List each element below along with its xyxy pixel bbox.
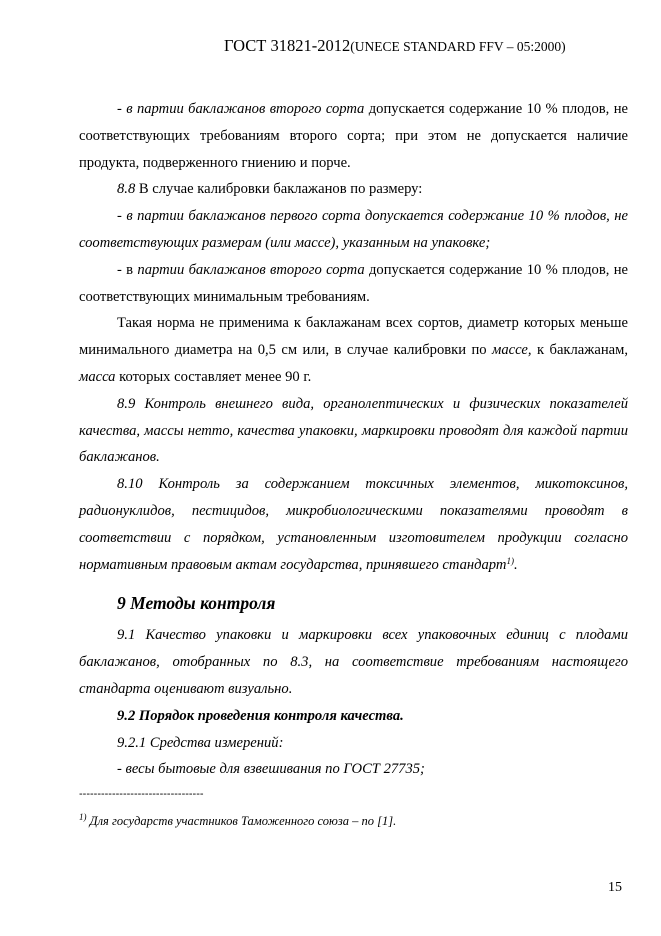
list-item: - весы бытовые для взвешивания по ГОСТ 27735; [117,761,425,778]
subsection-heading: 9.2 Порядок проведения контроля качества. [117,707,404,724]
footnote-ref: 1) [506,555,514,566]
document-body [79,96,628,783]
section-heading: 9 Методы контроля [117,593,276,614]
footnote-separator: ---------------------------------- [79,788,204,800]
paragraph: - в партии баклажанов второго сорта допускается содержание 10 % плодов, не соответствующих минимальным требованиям. [79,261,628,305]
paragraph: 8.10 Контроль за содержанием токсичных элементов, микотоксинов, радионуклидов, пестицидов, микробиологическими показателями проводят в соответствии с порядком, установленным изготовителем продукции согласно нормативным правовым актам государства, принявшего стандарт$^{1)}$. [79,476,628,573]
paragraph: Такая норма не применима к баклажанам всех сортов, диаметр которых меньше минимального диаметра на 0,5 см или, в случае калибровки по массе, к баклажанам, масса которых составляет менее 90 г. [79,315,628,385]
page-number: 15 [608,880,622,895]
paragraph: - в партии баклажанов второго сорта допускается содержание 10 % плодов, не соответствующих требованиям второго сорта; при этом не допускается наличие продукта, подверженного гниению и порче. [79,101,628,171]
paragraph: - в партии баклажанов первого сорта допускается содержание 10 % плодов, не соответствующих размерам (или массе), указанным на упаковке; [79,208,628,251]
page-header [224,36,631,56]
footnote: $^{1)}$ Для государств участников Таможенного союза – по [1]. [79,812,397,828]
paragraph: 9.1 Качество упаковки и маркировки всех упаковочных единиц с плодами баклажанов, отобранных по 8.3, на соответствие требованиям настоящего стандарта оценивают визуально. [79,627,628,697]
footnote-marker: 1) [79,812,87,822]
paragraph: 9.2.1 Средства измерений: [117,734,284,751]
paragraph: 8.9 Контроль внешнего вида, органолептических и физических показателей качества, массы нетто, качества упаковки, маркировки проводят для каждой партии баклажанов. [79,395,628,466]
gost-designation: ГОСТ 31821-2012 [224,36,351,55]
unece-standard-ref: (UNECE STANDARD FFV – 05:2000) [350,39,566,54]
paragraph: 8.8 В случае калибровки баклажанов по размеру: [117,181,423,198]
